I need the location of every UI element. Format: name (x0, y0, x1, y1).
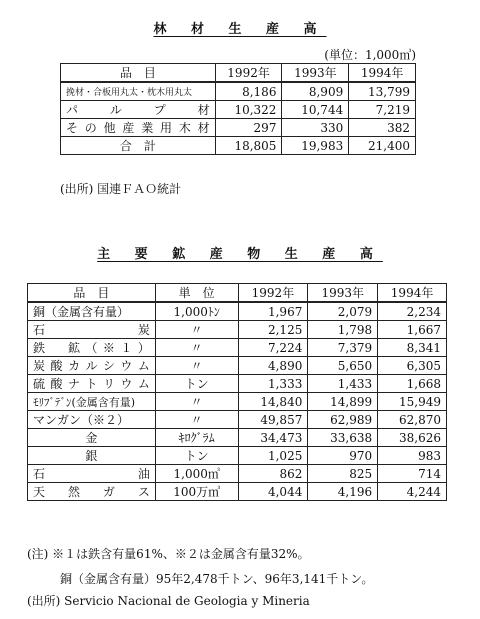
row-item: 炭酸カルシウム (28, 357, 156, 375)
cell-1994: 1,668 (378, 375, 447, 393)
row-unit: 1,000ﾄﾝ (155, 302, 238, 321)
cell-1993: 62,989 (308, 411, 378, 429)
row-unit: トン (155, 447, 238, 465)
row-unit: 〃 (155, 339, 238, 357)
header-1993: 1993年 (308, 284, 378, 303)
cell-1993: 825 (308, 465, 378, 483)
cell-1993: 33,638 (308, 429, 378, 447)
cell-1992: 1,025 (238, 447, 308, 465)
table-row (28, 465, 447, 483)
cell-1992: 10,322 (215, 101, 282, 119)
row-item: 鉄 鉱（※１） (28, 339, 156, 357)
row-item: 銅（金属含有量） (28, 302, 156, 321)
row-item: 合 計 (61, 137, 216, 155)
table-row (28, 302, 447, 321)
timber-production-table (60, 63, 416, 155)
table-row (28, 357, 447, 375)
cell-1994: 1,667 (378, 321, 447, 339)
table-row (28, 375, 447, 393)
table1-source: (出所) 国連ＦＡＯ統計 (60, 182, 182, 196)
table2-note-2: 銅（金属含有量）95年2,478千トン、96年3,141千トン。 (60, 572, 374, 586)
header-1992: 1992年 (215, 64, 282, 83)
table-row-total (61, 137, 416, 155)
row-item: マンガン（※２） (28, 411, 156, 429)
cell-1992: 7,224 (238, 339, 308, 357)
table-row (28, 429, 447, 447)
table-row (28, 339, 447, 357)
table1-unit: (単位：1,000㎥) (324, 48, 416, 62)
cell-1992: 8,186 (215, 82, 282, 101)
cell-1992: 18,805 (215, 137, 282, 155)
header-1994: 1994年 (378, 284, 447, 303)
row-unit: 〃 (155, 357, 238, 375)
row-unit: トン (155, 375, 238, 393)
table-row (61, 101, 416, 119)
cell-1993: 1,798 (308, 321, 378, 339)
cell-1993: 2,079 (308, 302, 378, 321)
table-header-row (61, 64, 416, 83)
row-unit: 〃 (155, 321, 238, 339)
row-unit: 1,000㎥ (155, 465, 238, 483)
header-unit: 単 位 (155, 284, 238, 303)
cell-1994: 62,870 (378, 411, 447, 429)
cell-1993: 1,433 (308, 375, 378, 393)
cell-1994: 6,305 (378, 357, 447, 375)
cell-1994: 4,244 (378, 483, 447, 501)
table2-title: 主 要 鉱 産 物 生 産 高 (97, 247, 383, 262)
cell-1994: 714 (378, 465, 447, 483)
cell-1993: 4,196 (308, 483, 378, 501)
cell-1992: 49,857 (238, 411, 308, 429)
row-item: 金 (28, 429, 156, 447)
table-row (28, 411, 447, 429)
cell-1994: 983 (378, 447, 447, 465)
cell-1994: 382 (349, 119, 416, 137)
row-unit: ｷﾛｸﾞﾗﾑ (155, 429, 238, 447)
row-item: 天 然 ガ ス (28, 483, 156, 501)
cell-1992: 4,044 (238, 483, 308, 501)
table-row (61, 82, 416, 101)
cell-1994: 7,219 (349, 101, 416, 119)
cell-1992: 14,840 (238, 393, 308, 411)
row-item: 銀 (28, 447, 156, 465)
table-row (28, 447, 447, 465)
header-1994: 1994年 (349, 64, 416, 83)
table1-title: 林 材 生 産 高 (153, 22, 327, 37)
row-item: その他産業用木材 (61, 119, 216, 137)
header-1992: 1992年 (238, 284, 308, 303)
cell-1992: 862 (238, 465, 308, 483)
cell-1993: 970 (308, 447, 378, 465)
header-1993: 1993年 (282, 64, 349, 83)
table-row (28, 393, 447, 411)
table2-source: (出所) Servicio Nacional de Geologia y Mineria (27, 594, 310, 608)
table-row (28, 321, 447, 339)
cell-1993: 8,909 (282, 82, 349, 101)
cell-1993: 5,650 (308, 357, 378, 375)
row-unit: 100万㎥ (155, 483, 238, 501)
table-row (28, 483, 447, 501)
cell-1993: 10,744 (282, 101, 349, 119)
cell-1994: 8,341 (378, 339, 447, 357)
cell-1993: 330 (282, 119, 349, 137)
row-item: 石 油 (28, 465, 156, 483)
cell-1994: 15,949 (378, 393, 447, 411)
cell-1992: 1,967 (238, 302, 308, 321)
cell-1993: 7,379 (308, 339, 378, 357)
cell-1992: 2,125 (238, 321, 308, 339)
row-unit: 〃 (155, 411, 238, 429)
row-item: 挽材・合板用丸太・枕木用丸太 (61, 82, 216, 101)
cell-1994: 13,799 (349, 82, 416, 101)
cell-1992: 297 (215, 119, 282, 137)
table-row (61, 119, 416, 137)
row-item: 硫酸ナトリウム (28, 375, 156, 393)
cell-1994: 2,234 (378, 302, 447, 321)
header-item: 品 目 (28, 284, 156, 303)
cell-1994: 38,626 (378, 429, 447, 447)
cell-1992: 4,890 (238, 357, 308, 375)
header-item: 品 目 (61, 64, 216, 83)
cell-1992: 34,473 (238, 429, 308, 447)
cell-1994: 21,400 (349, 137, 416, 155)
cell-1992: 1,333 (238, 375, 308, 393)
row-item: ﾓﾘﾌﾞﾃﾞﾝ(金属含有量) (28, 393, 156, 411)
table-header-row (28, 284, 447, 303)
table2-note-1: (注) ※１は鉄含有量61%、※２は金属含有量32%。 (27, 547, 310, 561)
cell-1993: 19,983 (282, 137, 349, 155)
row-unit: 〃 (155, 393, 238, 411)
cell-1993: 14,899 (308, 393, 378, 411)
row-item: 石 炭 (28, 321, 156, 339)
row-item: パ ル プ 材 (61, 101, 216, 119)
mineral-production-table (27, 283, 447, 501)
